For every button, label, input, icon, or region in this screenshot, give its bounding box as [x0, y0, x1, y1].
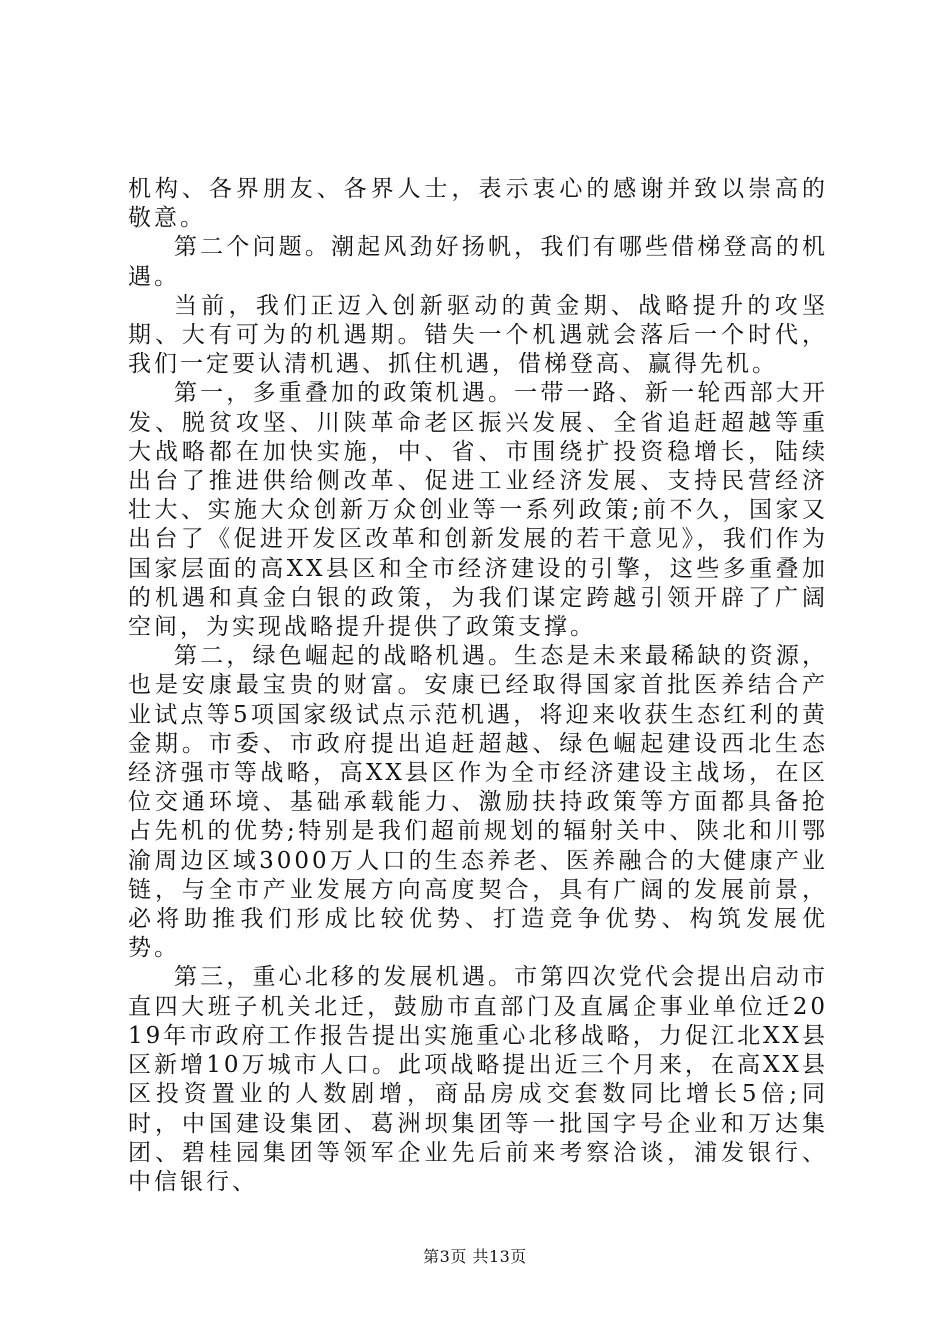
- paragraph-3: 当前，我们正迈入创新驱动的黄金期、战略提升的攻坚期、大有可为的机遇期。错失一个机遇就会落后一个时代，我们一定要认清机遇、抓住机遇，借梯登高、赢得先机。: [128, 292, 828, 378]
- paragraph-6: 第三，重心北移的发展机遇。市第四次党代会提出启动市直四大班子机关北迁，鼓励市直部门及直属企事业单位迁2019年市政府工作报告提出实施重心北移战略，力促江北XX县区新增10万城市人口。此项战略提出近三个月来，在高XX县区投资置业的人数剧增，商品房成交套数同比增长5倍;同时，中国建设集团、葛洲坝集团等一批国字号企业和万达集团、碧桂园集团等领军企业先后前来考察洽谈，浦发银行、中信银行、: [128, 964, 828, 1195]
- page-number-footer: 第3页 共13页: [423, 1247, 527, 1266]
- paragraph-1: 机构、各界朋友、各界人士，表示衷心的感谢并致以崇高的敬意。: [128, 176, 828, 232]
- paragraph-5: 第二，绿色崛起的战略机遇。生态是未来最稀缺的资源，也是安康最宝贵的财富。安康已经取得国家首批医养结合产业试点等5项国家级试点示范机遇，将迎来收获生态红利的黄金期。市委、市政府提出追赶超越、绿色崛起建设西北生态经济强市等战略，高XX县区作为全市经济建设主战场，在区位交通环境、基础承载能力、激励扶持政策等方面都具备抢占先机的优势;特别是我们超前规划的辐射关中、陕北和川鄂渝周边区域3000万人口的生态养老、医养融合的大健康产业链，与全市产业发展方向高度契合，具有广阔的发展前景，必将助推我们形成比较优势、打造竞争优势、构筑发展优势。: [128, 643, 828, 962]
- paragraph-4: 第一，多重叠加的政策机遇。一带一路、新一轮西部大开发、脱贫攻坚、川陕革命老区振兴发展、全省追赶超越等重大战略都在加快实施，中、省、市围绕扩投资稳增长，陆续出台了推进供给侧改革、促进工业经济发展、支持民营经济壮大、实施大众创新万众创业等一系列政策;前不久，国家又出台了《促进开发区改革和创新发展的若干意见》，我们作为国家层面的高XX县区和全市经济建设的引擎，这些多重叠加的机遇和真金白银的政策，为我们谋定跨越引领开辟了广阔空间，为实现战略提升提供了政策支撑。: [128, 380, 828, 641]
- document-body: [128, 175, 828, 1197]
- paragraph-2: 第二个问题。潮起风劲好扬帆，我们有哪些借梯登高的机遇。: [128, 234, 828, 290]
